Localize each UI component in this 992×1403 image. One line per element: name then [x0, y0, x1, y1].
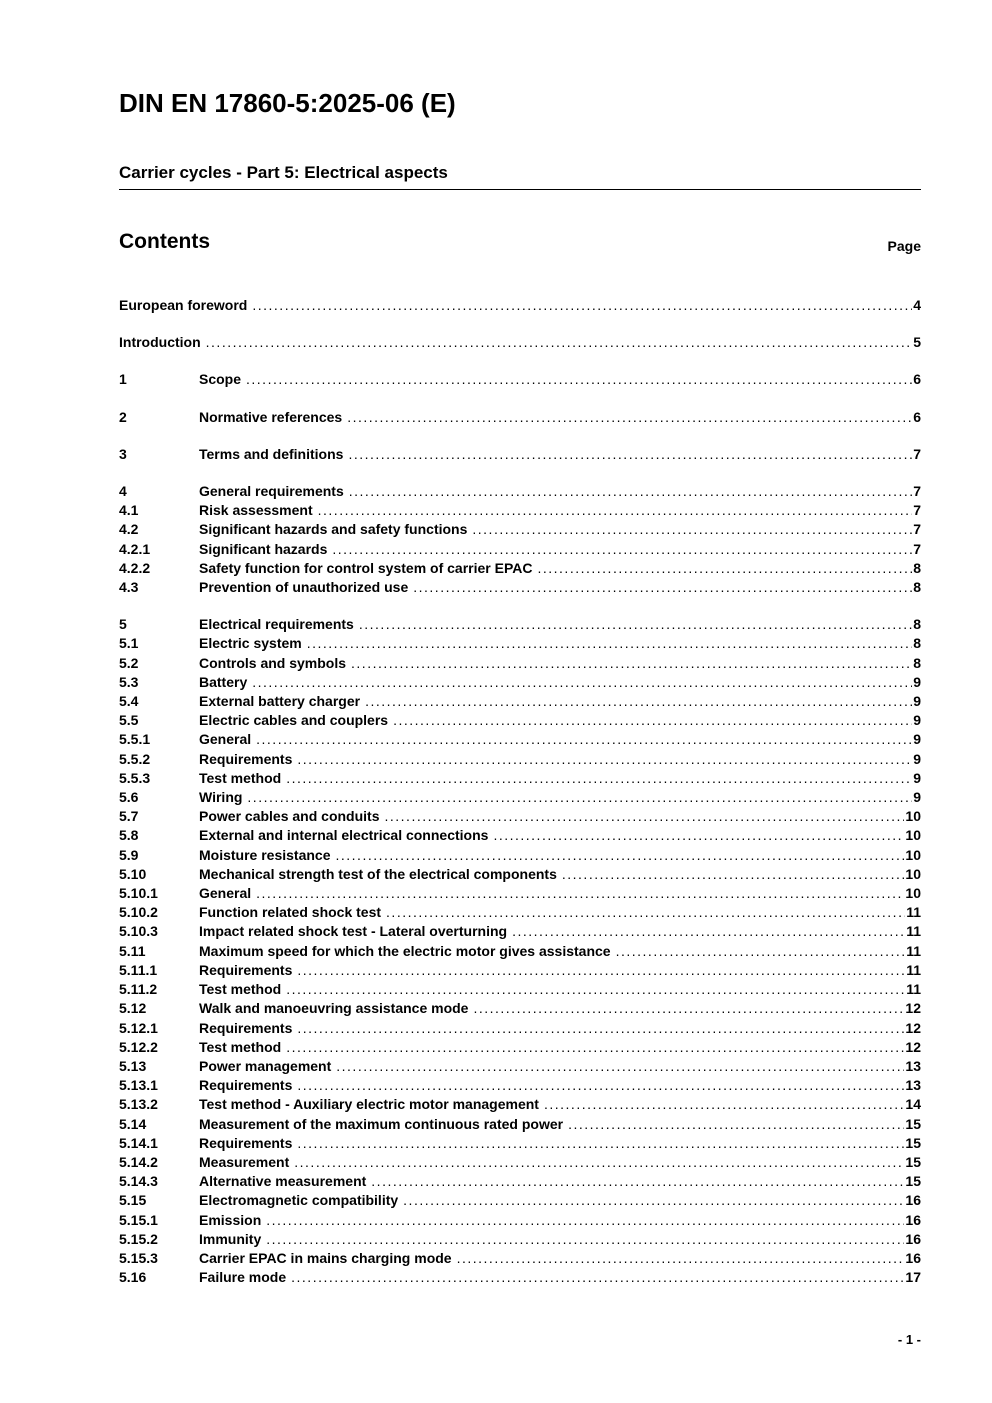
toc-page-number: 16 [905, 1249, 921, 1266]
toc-dot-leader [256, 730, 912, 749]
toc-entry-title: Function related shock test [199, 904, 382, 921]
toc-entry-title: Electric cables and couplers [199, 712, 389, 729]
toc-page-number: 7 [913, 521, 921, 538]
toc-entry-title: Immunity [199, 1230, 262, 1247]
toc-dot-leader [413, 578, 912, 597]
toc-page-number: 10 [905, 846, 921, 863]
page-column-label: Page [887, 238, 921, 254]
toc-row [119, 501, 921, 520]
toc-entry-number: 5.11.1 [119, 961, 158, 978]
toc-row [119, 903, 921, 922]
toc-group [119, 445, 921, 464]
toc-page-number: 10 [905, 808, 921, 825]
toc-entry-number: 5.15.3 [119, 1249, 158, 1266]
toc-dot-leader [568, 1115, 904, 1134]
contents-header [119, 230, 921, 254]
toc-entry-title: Measurement [199, 1153, 290, 1170]
toc-page-number: 16 [905, 1192, 921, 1209]
toc-page-number: 8 [913, 616, 921, 633]
toc-entry-title: General requirements [199, 483, 344, 500]
toc-dot-leader [537, 559, 912, 578]
toc-row [119, 370, 921, 389]
toc-entry-title: Test method [199, 981, 282, 998]
toc-page-number: 9 [913, 789, 921, 806]
toc-dot-leader [286, 980, 905, 999]
toc-dot-leader [307, 634, 912, 653]
toc-dot-leader [351, 654, 912, 673]
toc-dot-leader [256, 884, 904, 903]
toc-entry-number: 5.14.3 [119, 1173, 158, 1190]
toc-entry-title: Failure mode [199, 1269, 287, 1286]
toc-page-number: 4 [913, 297, 921, 313]
toc-dot-leader [349, 482, 912, 501]
toc-entry-title: Electrical requirements [199, 616, 354, 633]
toc-page-number: 16 [905, 1230, 921, 1247]
toc-dot-leader [297, 1134, 904, 1153]
toc-entry-title: Electromagnetic compatibility [199, 1192, 399, 1209]
contents-heading: Contents [119, 230, 210, 253]
toc-row [119, 1019, 921, 1038]
toc-entry-number: 4.3 [119, 579, 139, 596]
toc-row [119, 961, 921, 980]
toc-entry-title: Moisture resistance [199, 846, 331, 863]
toc-dot-leader [562, 865, 905, 884]
toc-row [119, 634, 921, 653]
toc-page-number: 9 [913, 712, 921, 729]
toc-entry-number: 5.16 [119, 1269, 147, 1286]
toc-entry-title: Electric system [199, 635, 302, 652]
toc-group [119, 333, 921, 352]
toc-row [119, 1268, 921, 1287]
toc-entry-number: 5.10.3 [119, 923, 158, 940]
toc-page-number: 17 [905, 1269, 921, 1286]
toc-page-number: 9 [913, 750, 921, 767]
toc-page-number: 15 [905, 1115, 921, 1132]
toc-row [119, 922, 921, 941]
toc-entry-number: 5.3 [119, 673, 139, 690]
toc-dot-leader [544, 1095, 904, 1114]
toc-dot-leader [297, 1019, 904, 1038]
toc-dot-leader [297, 1076, 904, 1095]
toc-page-number: 11 [906, 923, 921, 940]
toc-entry-title: Risk assessment [199, 502, 313, 519]
toc-row [119, 788, 921, 807]
toc-entry-number: 5.12.1 [119, 1019, 158, 1036]
toc-entry-title: Prevention of unauthorized use [199, 579, 409, 596]
toc-row [119, 1249, 921, 1268]
toc-entry-title: Introduction [119, 334, 201, 351]
toc-entry-title: Requirements [199, 1077, 293, 1094]
toc-page-number: 8 [913, 559, 921, 576]
toc-dot-leader [359, 615, 912, 634]
toc-entry-title: External and internal electrical connections [199, 827, 489, 844]
toc-page-number: 5 [913, 334, 921, 351]
toc-page-number: 7 [913, 483, 921, 500]
toc-row [119, 750, 921, 769]
toc-page-number: 11 [906, 942, 921, 959]
toc-dot-leader [336, 1057, 904, 1076]
toc-row [119, 1095, 921, 1114]
toc-entry-number: 4.2.1 [119, 540, 151, 557]
toc-entry-number: 5.4 [119, 693, 139, 710]
toc-row [119, 482, 921, 501]
toc-entry-number: 5.5.2 [119, 750, 151, 767]
document-subtitle: Carrier cycles - Part 5: Electrical aspects [119, 163, 921, 190]
toc-entry-number: 5.7 [119, 808, 139, 825]
toc-dot-leader [371, 1172, 904, 1191]
toc-row [119, 1134, 921, 1153]
toc-page-number: 15 [905, 1173, 921, 1190]
toc-dot-leader [472, 520, 912, 539]
toc-row [119, 520, 921, 539]
toc-dot-leader [386, 903, 905, 922]
toc-entry-title: Alternative measurement [199, 1173, 367, 1190]
toc-entry-title: General [199, 885, 252, 902]
toc-page-number: 12 [905, 1000, 921, 1017]
toc-dot-leader [493, 826, 904, 845]
toc-entry-title: Walk and manoeuvring assistance mode [199, 1000, 469, 1017]
toc-dot-leader [297, 961, 905, 980]
toc-row [119, 1115, 921, 1134]
toc-entry-title: Maximum speed for which the electric motor gives assistance [199, 942, 611, 959]
toc-entry-title: External battery charger [199, 693, 361, 710]
toc-entry-number: 5.14 [119, 1115, 147, 1132]
toc-entry-number: 5.13 [119, 1057, 147, 1074]
toc-group [119, 482, 921, 597]
toc-entry-number: 5.14.2 [119, 1153, 158, 1170]
toc-dot-leader [252, 673, 912, 692]
toc-row [119, 1076, 921, 1095]
toc-page-number: 13 [905, 1057, 921, 1074]
toc-entry-number: 5.6 [119, 789, 139, 806]
toc-page-number: 8 [913, 579, 921, 596]
toc-entry-title: European foreword [119, 297, 248, 313]
toc-page-number: 9 [913, 769, 921, 786]
toc-entry-number: 3 [119, 445, 127, 462]
toc-entry-title: Power cables and conduits [199, 808, 380, 825]
toc-row [119, 730, 921, 749]
toc-row [119, 1191, 921, 1210]
toc-dot-leader [286, 1038, 904, 1057]
toc-entry-number: 5.12 [119, 1000, 147, 1017]
toc-entry-number: 5.10 [119, 865, 147, 882]
toc-row [119, 884, 921, 903]
toc-dot-leader [348, 445, 912, 464]
toc-row [119, 1057, 921, 1076]
toc-entry-title: Requirements [199, 961, 293, 978]
toc-entry-number: 5.11 [119, 942, 146, 959]
toc-page-number: 10 [905, 827, 921, 844]
toc-dot-leader [403, 1191, 904, 1210]
toc-dot-leader [616, 942, 906, 961]
toc-dot-leader [393, 711, 912, 730]
toc-dot-leader [385, 807, 905, 826]
toc-entry-number: 5.5.1 [119, 731, 151, 748]
toc-page-number: 6 [913, 371, 921, 388]
toc-page-number: 11 [906, 981, 921, 998]
toc-page-number: 7 [913, 502, 921, 519]
toc-page-number: 9 [913, 731, 921, 748]
toc-page-number: 7 [913, 540, 921, 557]
toc-dot-leader [252, 296, 912, 315]
toc-row [119, 865, 921, 884]
toc-entry-title: Requirements [199, 1019, 293, 1036]
toc-entry-number: 5.11.2 [119, 981, 158, 998]
toc-entry-number: 5 [119, 616, 127, 633]
toc-dot-leader [318, 501, 913, 520]
toc-entry-number: 5.9 [119, 846, 139, 863]
toc-entry-title: Safety function for control system of carrier EPAC [199, 559, 533, 576]
toc-entry-number: 4.1 [119, 502, 139, 519]
toc-entry-title: Battery [199, 673, 248, 690]
toc-row [119, 540, 921, 559]
toc-entry-title: Impact related shock test - Lateral overturning [199, 923, 508, 940]
toc-row [119, 999, 921, 1018]
toc-dot-leader [294, 1153, 904, 1172]
toc-page-number: 9 [913, 693, 921, 710]
toc-row [119, 445, 921, 464]
toc-entry-title: Requirements [199, 1134, 293, 1151]
toc-row [119, 711, 921, 730]
toc-row [119, 654, 921, 673]
toc-page-number: 11 [906, 904, 921, 921]
toc-entry-number: 5.2 [119, 654, 139, 671]
toc-page-number: 7 [913, 445, 921, 462]
toc-row [119, 980, 921, 999]
toc-page-number: 16 [905, 1211, 921, 1228]
toc-page-number: 14 [905, 1096, 921, 1113]
toc-dot-leader [247, 788, 912, 807]
toc-entry-number: 5.12.2 [119, 1038, 158, 1055]
toc-group [119, 615, 921, 1287]
toc-row [119, 615, 921, 634]
toc [119, 296, 921, 1287]
toc-entry-title: Power management [199, 1057, 332, 1074]
toc-entry-title: Terms and definitions [199, 445, 344, 462]
toc-page-number: 13 [905, 1077, 921, 1094]
toc-row [119, 692, 921, 711]
toc-page-number: 8 [913, 654, 921, 671]
toc-entry-number: 5.15 [119, 1192, 147, 1209]
toc-entry-title: Significant hazards and safety functions [199, 521, 468, 538]
toc-entry-title: Normative references [199, 408, 343, 425]
toc-group [119, 296, 921, 315]
toc-entry-title: Measurement of the maximum continuous rated power [199, 1115, 564, 1132]
toc-row [119, 846, 921, 865]
toc-page-number: 15 [905, 1153, 921, 1170]
toc-row [119, 333, 921, 352]
toc-page-number: 10 [905, 865, 921, 882]
toc-entry-title: Requirements [199, 750, 293, 767]
toc-group [119, 370, 921, 389]
toc-dot-leader [246, 370, 912, 389]
toc-entry-number: 4.2 [119, 521, 139, 538]
toc-dot-leader [266, 1230, 904, 1249]
toc-row [119, 578, 921, 597]
document-title: DIN EN 17860-5:2025-06 (E) [119, 88, 456, 118]
toc-row [119, 673, 921, 692]
toc-entry-title: Significant hazards [199, 540, 328, 557]
toc-row [119, 408, 921, 427]
toc-page-number: 10 [905, 885, 921, 902]
toc-row [119, 826, 921, 845]
toc-entry-number: 5.10.1 [119, 885, 158, 902]
toc-group [119, 408, 921, 427]
toc-entry-title: Test method - Auxiliary electric motor management [199, 1096, 539, 1113]
toc-row [119, 942, 921, 961]
toc-entry-title: Emission [199, 1211, 262, 1228]
toc-row [119, 1230, 921, 1249]
toc-row [119, 769, 921, 788]
toc-dot-leader [457, 1249, 905, 1268]
toc-entry-title: Scope [199, 371, 242, 388]
toc-entry-number: 5.15.2 [119, 1230, 158, 1247]
toc-page-number: 12 [905, 1038, 921, 1055]
toc-entry-title: Wiring [199, 789, 243, 806]
toc-entry-number: 4 [119, 483, 127, 500]
toc-entry-title: Mechanical strength test of the electrical components [199, 865, 557, 882]
toc-entry-number: 5.1 [119, 635, 139, 652]
toc-entry-title: Test method [199, 1038, 282, 1055]
toc-dot-leader [286, 769, 912, 788]
toc-row [119, 559, 921, 578]
page-number-footer: - 1 - [897, 1332, 921, 1347]
toc-entry-number: 5.14.1 [119, 1134, 158, 1151]
toc-row [119, 1038, 921, 1057]
toc-page-number: 6 [913, 408, 921, 425]
toc-dot-leader [206, 333, 913, 352]
toc-entry-number: 4.2.2 [119, 559, 151, 576]
toc-entry-number: 5.5 [119, 712, 139, 729]
toc-page-number: 11 [906, 961, 921, 978]
toc-row [119, 1153, 921, 1172]
toc-row [119, 1172, 921, 1191]
toc-dot-leader [347, 408, 912, 427]
toc-entry-title: Carrier EPAC in mains charging mode [199, 1249, 452, 1266]
toc-entry-number: 5.8 [119, 827, 139, 844]
toc-entry-number: 5.15.1 [119, 1211, 158, 1228]
toc-entry-number: 5.10.2 [119, 904, 158, 921]
toc-entry-title: Controls and symbols [199, 654, 347, 671]
toc-page-number: 15 [905, 1134, 921, 1151]
toc-dot-leader [291, 1268, 904, 1287]
toc-entry-number: 5.13.1 [119, 1077, 158, 1094]
toc-page-number: 12 [905, 1019, 921, 1036]
toc-row [119, 296, 921, 315]
toc-dot-leader [332, 540, 912, 559]
toc-dot-leader [365, 692, 912, 711]
toc-dot-leader [297, 750, 912, 769]
toc-dot-leader [336, 846, 905, 865]
toc-dot-leader [266, 1211, 904, 1230]
toc-row [119, 1211, 921, 1230]
toc-entry-number: 1 [119, 371, 127, 388]
toc-entry-title: General [199, 731, 252, 748]
toc-dot-leader [512, 922, 905, 941]
toc-entry-title: Test method [199, 769, 282, 786]
toc-entry-number: 5.13.2 [119, 1096, 158, 1113]
toc-row [119, 807, 921, 826]
toc-entry-number: 2 [119, 408, 127, 425]
toc-entry-number: 5.5.3 [119, 769, 151, 786]
toc-dot-leader [473, 999, 904, 1018]
toc-page-number: 9 [913, 673, 921, 690]
toc-page-number: 8 [913, 635, 921, 652]
